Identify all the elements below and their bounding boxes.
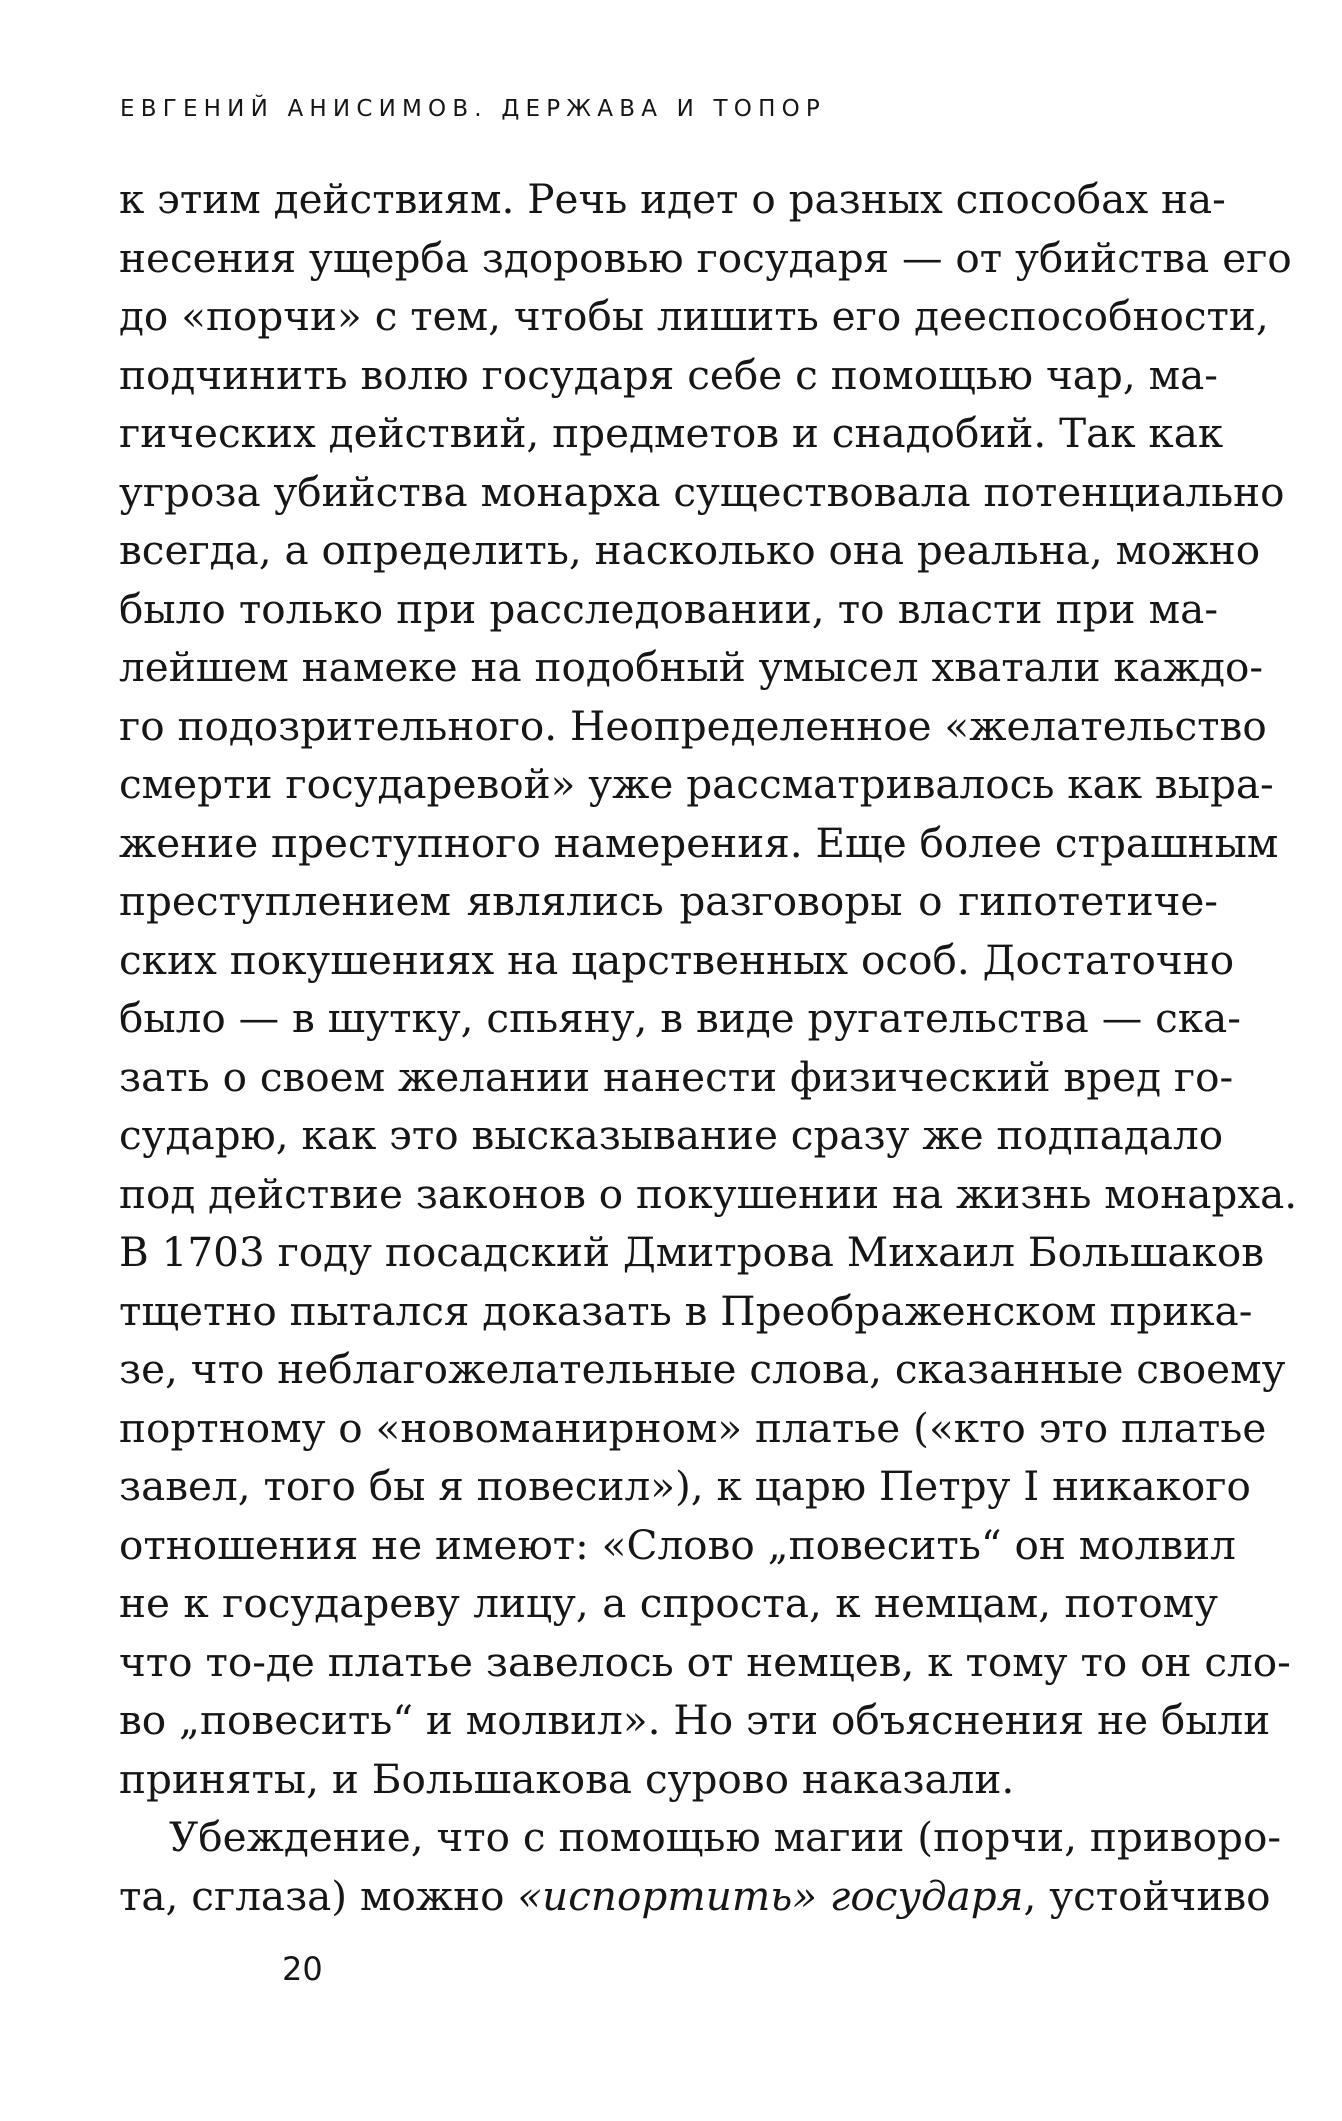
text-line: сударю, как это высказывание сразу же подпадало: [119, 1111, 1224, 1159]
text-line: завел, того бы я повесил»), к царю Петру I никакого: [119, 1462, 1251, 1510]
text-line: что то-де платье завелось от немцев, к тому то он сло-: [119, 1637, 1291, 1686]
text-line: го подозрительного. Неопределенное «желательство: [119, 701, 1267, 750]
text-span: , устойчиво: [1023, 1871, 1271, 1920]
page-number: 20: [282, 1950, 323, 1988]
text-line: несения ущерба здоровью государя — от убийства его: [119, 233, 1292, 282]
text-line: под действие законов о покушении на жизнь монарха.: [119, 1169, 1298, 1218]
text-line: гических действий, предметов и снадобий. Так как: [119, 409, 1224, 457]
text-line: во „повесить“ и молвил». Но эти объяснения не были: [119, 1696, 1271, 1744]
text-line: смерти государевой» уже рассматривалось как выра-: [119, 760, 1274, 808]
italic-span: «испортить» государя: [517, 1871, 1024, 1920]
text-line: было только при расследовании, то власти при ма-: [119, 584, 1218, 633]
text-line: приняты, и Большакова сурово наказали.: [119, 1754, 1015, 1803]
text-line: не к государеву лицу, а спроста, к немцам, потому: [119, 1579, 1218, 1627]
text-line: В 1703 году посадский Дмитрова Михаил Большаков: [119, 1228, 1265, 1276]
text-line: зе, что неблагожелательные слова, сказанные своему: [119, 1345, 1286, 1393]
text-line: преступлением являлись разговоры о гипотетиче-: [119, 877, 1218, 925]
text-line: лейшем намеке на подобный умысел хватали каждо-: [119, 643, 1264, 691]
text-line: до «порчи» с тем, чтобы лишить его дееспособности,: [119, 292, 1269, 340]
text-line: угроза убийства монарха существовала потенциально: [119, 467, 1285, 516]
body-text: [119, 170, 1298, 1925]
text-line: ских покушениях на царственных особ. Достаточно: [119, 935, 1235, 984]
text-line: тщетно пытался доказать в Преображенском прика-: [119, 1286, 1253, 1335]
text-line: жение преступного намерения. Еще более страшным: [119, 818, 1279, 867]
running-head: ЕВГЕНИЙ АНИСИМОВ. ДЕРЖАВА И ТОПОР: [120, 96, 826, 122]
text-line: зать о своем желании нанести физический вред го-: [119, 1052, 1234, 1101]
text-line: подчинить волю государя себе с помощью чар, ма-: [119, 350, 1218, 399]
text-line: было — в шутку, спьяну, в виде ругательства — ска-: [119, 994, 1241, 1042]
text-line: к этим действиям. Речь идет о разных способах на-: [119, 175, 1226, 223]
text-line: портному о «новоманирном» платье («кто это платье: [119, 1403, 1267, 1452]
text-span: та, сглаза) можно: [119, 1871, 518, 1920]
text-line-mixed: [119, 1867, 1271, 1926]
text-line: всегда, а определить, насколько она реальна, можно: [119, 526, 1261, 574]
text-line: отношения не имеют: «Слово „повесить“ он молвил: [119, 1520, 1236, 1569]
text-line: Убеждение, что с помощью магии (порчи, приворо-: [169, 1813, 1282, 1861]
